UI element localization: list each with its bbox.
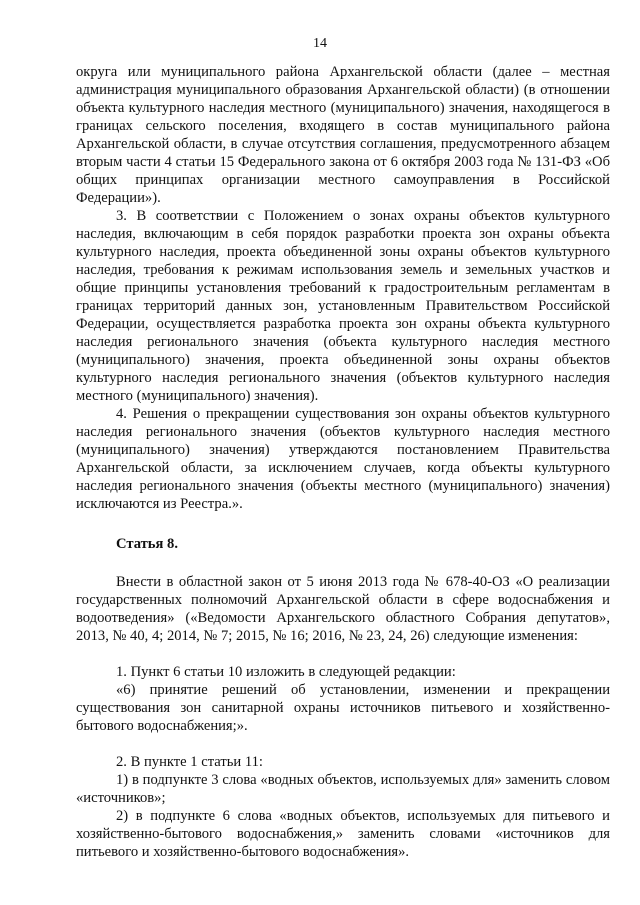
page-number: 14	[313, 36, 327, 51]
paragraph-item-3: 3. В соответствии с Положением о зонах охраны объектов культурного наследия, включающим в себя порядок разработки проекта зон охраны объекта культурного наследия, проекта объединенной зоны охраны объектов культурного наследия, требования к режимам использования земель и земельных участков и общие принципы установления требований к градостроительным регламентам в границах территорий данных зон, установленным Правительством Российской Федерации, осуществляется разработка проекта зон охраны объекта культурного наследия регионального значения (объекта культурного наследия местного (муниципального) значения, проекта объединенной зоны охраны объектов культурного наследия регионального значения (объектов культурного наследия местного (муниципального) значения).	[76, 208, 610, 404]
spacer	[76, 645, 610, 663]
paragraph-point-1-text: «6) принятие решений об установлении, изменении и прекращении существования зон санитарной охраны источников питьевого и хозяйственно-бытового водоснабжения;».	[76, 682, 610, 734]
article-heading: Статья 8.	[116, 536, 178, 552]
paragraph-subpoint-2: 2) в подпункте 6 слова «водных объектов, используемых для питьевого и хозяйственно-бытового водоснабжения,» заменить словами «источников для питьевого и хозяйственно-бытового водоснабжения».	[76, 808, 610, 860]
paragraph-subpoint-1: 1) в подпункте 3 слова «водных объектов, используемых для» заменить словом «источников»;	[76, 772, 610, 806]
document-body	[76, 63, 610, 861]
spacer	[76, 735, 610, 753]
spacer	[76, 553, 610, 573]
paragraph-item-4: 4. Решения о прекращении существования зон охраны объектов культурного наследия регионального значения (объектов культурного наследия местного (муниципального) значения) утверждаются постановлением Правительства Архангельской области, за исключением случаев, когда объекты культурного наследия регионального значения (объекты местного (муниципального) значения) исключаются из Реестра.».	[76, 406, 610, 512]
paragraph-point-2: 2. В пункте 1 статьи 11:	[116, 754, 263, 770]
paragraph-point-1: 1. Пункт 6 статьи 10 изложить в следующей редакции:	[116, 664, 456, 680]
paragraph-continuation: округа или муниципального района Архангельской области (далее – местная администрация муниципального образования Архангельской области) (в отношении объекта культурного наследия местного (муниципального) значения, находящегося в границах сельского поселения, входящего в состав муниципального района Архангельской области, в случае отсутствия соглашения, предусмотренного абзацем вторым части 4 статьи 15 Федерального закона от 6 октября 2003 года № 131-ФЗ «Об общих принципах организации местного самоуправления в Российской Федерации»).	[76, 64, 610, 206]
paragraph-amendment-intro: Внести в областной закон от 5 июня 2013 года № 678-40-ОЗ «О реализации государственных полномочий Архангельской области в сфере водоснабжения и водоотведения» («Ведомости Архангельского областного Собрания депутатов», 2013, № 40, 4; 2014, № 7; 2015, № 16; 2016, № 23, 24, 26) следующие изменения:	[76, 574, 610, 644]
